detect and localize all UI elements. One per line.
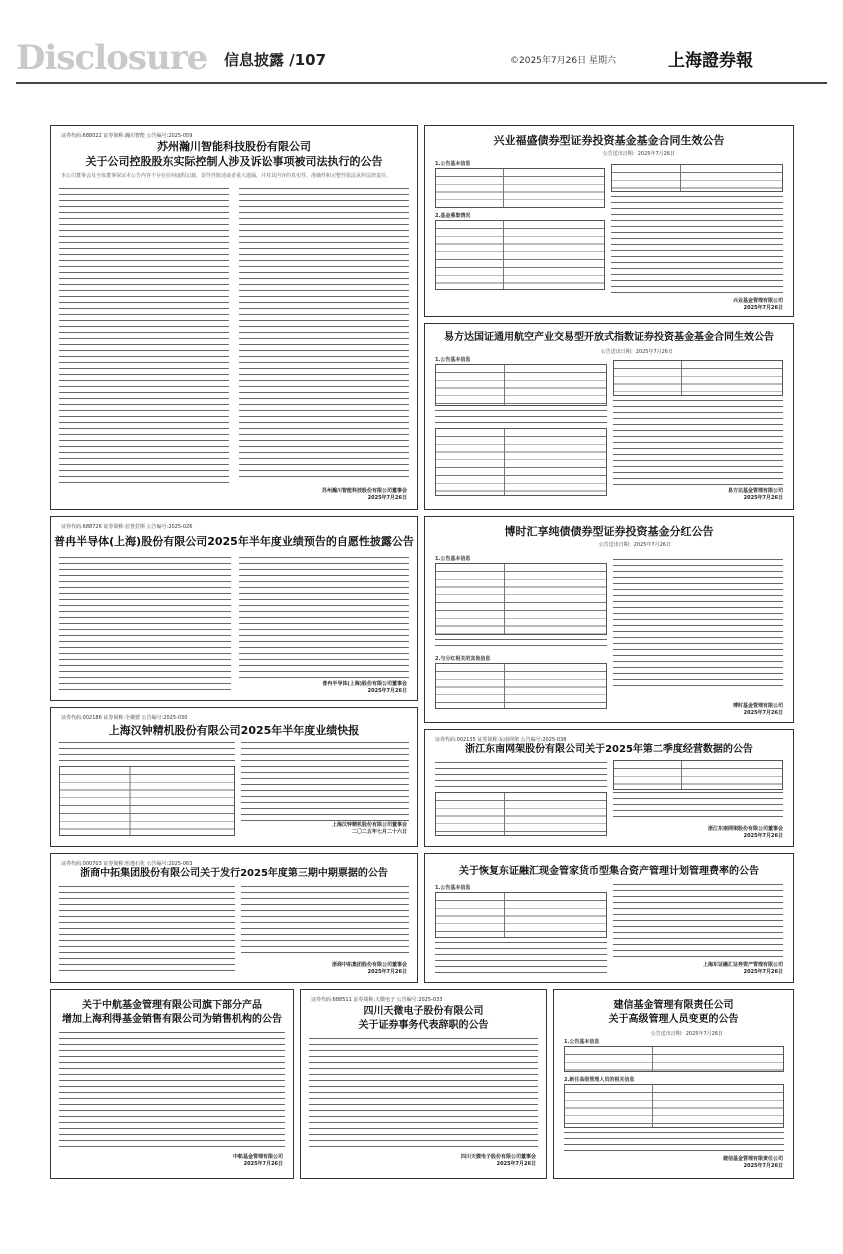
announcement-title: 浙江东南网架股份有限公司关于2025年第二季度经营数据的公告 [465,744,753,755]
section-heading: 2.新任高级管理人员的相关信息 [564,1077,635,1083]
announcement-title: 浙商中拓集团股份有限公司关于发行2025年度第三期中期票据的公告 [80,868,388,879]
publish-date: 公告送出日期：2025年7月26日 [650,1031,723,1037]
announcement-title: 关于恢复东证融汇现金管家货币型集合资产管理计划管理费率的公告 [459,866,759,877]
signer: 兴业基金管理有限公司 2025年7月26日 [732,298,783,311]
stock-code: 证券代码:002186 证券简称:全聚德 公告编号:2025-030 [61,715,188,721]
body-text [564,1132,784,1152]
stock-code: 证券代码:002135 证券简称:东南网架 公告编号:2025-038 [435,737,567,743]
announcement-tianwei [300,989,547,1179]
body-text [241,886,409,958]
section-heading: 1.公告基本信息 [435,556,471,562]
section-heading: 1.公告基本信息 [564,1039,600,1045]
announcement-title: 博时汇享纯债债券型证券投资基金分红公告 [504,525,714,538]
signer: 建信基金管理有限责任公司 2025年7月26日 [722,1156,783,1169]
signer: 上海汉钟精机股份有限公司董事会 二〇二五年七月二十六日 [331,822,407,835]
announcement-title: 兴业福盛债券型证券投资基金基金合同生效公告 [493,134,725,147]
announcement-zhonghang [50,989,294,1179]
announcement-zheshang [50,853,418,983]
signer: 四川天微电子股份有限公司董事会 2025年7月26日 [460,1154,536,1167]
info-table [435,563,607,635]
signer: 普冉半导体(上海)股份有限公司董事会 2025年7月26日 [322,681,407,694]
announcement-huifu [424,853,794,983]
notice-text: 本公司董事会及全体董事保证本公告内容不存在任何虚假记载、误导性陈述或者重大遗漏，并对其内容的真实性、准确性和完整性依法承担法律责任。 [61,173,392,179]
body-text [59,742,235,764]
body-text [241,742,409,822]
financial-table [59,766,235,836]
announcement-title: 普冉半导体(上海)股份有限公司2025年半年度业绩预告的自愿性披露公告 [54,535,414,548]
announcement-title: 关于证券事务代表辞职的公告 [358,1020,489,1031]
body-text [239,557,409,679]
body-text [435,639,607,651]
body-text [435,410,607,424]
data-table [613,760,783,790]
body-text [613,400,783,486]
body-text [611,196,783,296]
section-heading: 1.公告基本信息 [435,357,471,363]
stock-code: 证券代码:688022 证券简称:瀚川智能 公告编号:2025-059 [61,133,193,139]
announcement-title: 苏州瀚川智能科技股份有限公司 [157,140,311,153]
stock-code: 证券代码:688726 证券简称:拉普拉斯 公告编号:2025-026 [61,524,193,530]
dateline: ©2025年7月26日 星期六 [510,56,616,66]
info-table [613,360,783,396]
announcement-dongnan [424,729,794,847]
body-text [239,188,409,480]
stock-code: 证券代码:000703 证券简称:恒逸石化 公告编号:2025-063 [61,861,193,867]
section-heading: 2.与分红相关的其他信息 [435,656,491,662]
announcement-suzhou [50,125,418,510]
announcement-xingye [424,125,794,317]
body-text [59,557,231,695]
signer: 易方达基金管理有限公司 2025年7月26日 [727,488,783,501]
announcement-hanzhong [50,707,418,847]
info-table [611,164,783,192]
header-rule [16,82,827,84]
signer: 苏州瀚川智能科技股份有限公司董事会 2025年7月26日 [321,488,407,501]
signer: 浙商中拓集团股份有限公司董事会 2025年7月26日 [331,962,407,975]
stock-code: 证券代码:688511 证券简称:天微电子 公告编号:2025-033 [311,997,443,1003]
info-table [435,428,607,496]
masthead: Disclosure [16,38,208,78]
info-table [435,364,607,406]
publish-date: 公告送出日期：2025年7月26日 [600,349,673,355]
body-text [613,884,783,960]
body-text [59,1032,285,1150]
signer: 浙江东南网架股份有限公司董事会 2025年7月26日 [707,826,783,839]
announcement-title: 增加上海利得基金销售有限公司为销售机构的公告 [62,1014,282,1025]
publish-date: 公告送出日期：2025年7月26日 [602,151,675,157]
data-table [435,792,607,836]
signer: 上海东证融汇证券资产管理有限公司 2025年7月26日 [702,962,783,975]
info-table [435,168,605,208]
publish-date: 公告送出日期：2025年7月26日 [598,542,671,548]
announcement-title: 关于高级管理人员变更的公告 [608,1014,739,1025]
announcement-boshi [424,516,794,723]
section-heading: 1.公告基本信息 [435,161,471,167]
announcement-title: 建信基金管理有限责任公司 [613,1000,734,1011]
paper-logo: 上海證券報 [668,51,753,71]
info-table [435,663,607,709]
info-table [435,892,607,938]
signer: 中航基金管理有限公司 2025年7月26日 [232,1154,283,1167]
info-table [564,1084,784,1128]
announcement-jianxin [553,989,794,1179]
announcement-title: 易方达国证通用航空产业交易型开放式指数证券投资基金基金合同生效公告 [444,332,774,343]
announcement-title: 上海汉钟精机股份有限公司2025年半年度业绩快报 [108,724,360,737]
page-header [0,0,843,80]
announcement-title: 四川天微电子股份有限公司 [363,1006,484,1017]
announcement-title: 关于中航基金管理有限公司旗下部分产品 [82,1000,262,1011]
announcement-puran [50,516,418,701]
body-text [435,942,607,974]
section-heading: 1.公告基本信息 [435,885,471,891]
section-heading: 2.基金募集情况 [435,213,471,219]
signer: 博时基金管理有限公司 2025年7月26日 [732,703,783,716]
body-text [59,188,229,488]
body-text [309,1038,538,1150]
info-table [435,220,605,290]
body-text [59,886,235,976]
body-text [435,762,607,790]
announcement-yifangda [424,323,794,510]
body-text [613,792,783,822]
info-table [564,1046,784,1072]
body-text [613,559,783,687]
section-label: 信息披露 /107 [224,51,327,69]
announcement-title: 关于公司控股股东实际控制人涉及诉讼事项被司法执行的公告 [85,155,383,168]
